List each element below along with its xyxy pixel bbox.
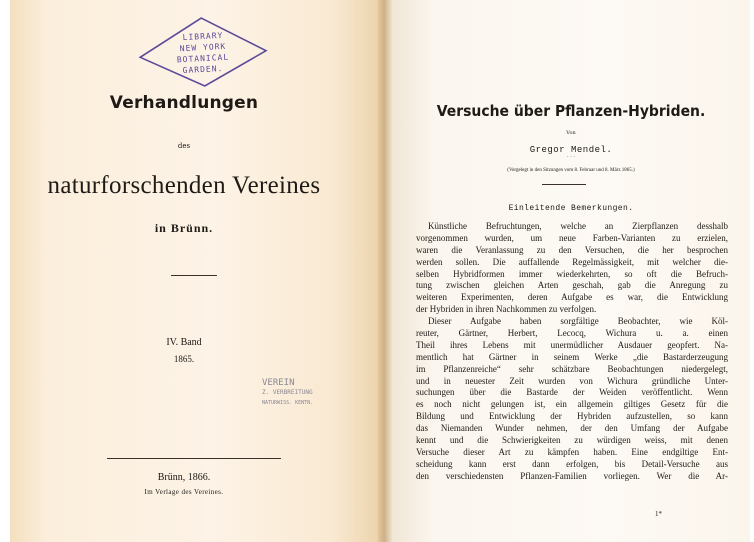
- library-stamp: [138, 16, 268, 88]
- verein-stamp: [262, 378, 313, 408]
- body-line: weiteren Experimenten, deren Aufgabe es war, die Entwicklung: [416, 292, 728, 303]
- body-line: im Pflanzenreiche“ sehr schätzbare Beobachtungen niedergelegt,: [416, 363, 728, 374]
- verein-stamp-line-3: NATURWISS. KENTN.: [262, 400, 314, 406]
- body-line: der Hybriden in ihren Nachkommen zu verfolgen.: [416, 304, 597, 315]
- body-line: Künstliche Befruchtungen, welche an Zierpflanzen desshalb: [428, 221, 728, 231]
- title-divider: [171, 275, 217, 276]
- page-signature: 1*: [655, 510, 662, 518]
- body-line: Versuche dieser Art zu kämpfen haben. Eine endgiltige Ent-: [416, 446, 728, 457]
- body-line: tung zwischen gleichen Arten geschah, gab die Anregung zu: [416, 280, 728, 291]
- body-line: werden sollen. Die auffallende Regelmässigkeit, mit welcher die-: [416, 256, 728, 267]
- body-line: den verschiedensten Pflanzen-Familien vorliegen. Wer die Ar-: [416, 470, 728, 481]
- body-line: vorgenommen wurden, um neue Farben-Varianten zu erzielen,: [416, 232, 728, 243]
- body-line: scheidung kann erst dann erfolgen, bis Detail-Versuche aus: [416, 458, 728, 469]
- body-line: kennt und die Schwierigkeiten zu würdigen weiss, mit denen: [416, 435, 728, 446]
- body-line: suchungen über die Bastarde der Weiden veröffentlicht. Wenn: [416, 387, 728, 398]
- volume-label: IV. Band: [166, 337, 202, 348]
- stamp-line-3: BOTANICAL: [176, 52, 230, 65]
- verein-stamp-line-2: Z. VERBREITUNG: [262, 389, 313, 396]
- article-divider: [542, 184, 586, 185]
- verein-stamp-line-1: VEREIN: [262, 378, 295, 388]
- publisher-line: Im Verlage des Vereines.: [144, 488, 224, 496]
- article-author: Gregor Mendel.: [529, 145, 613, 155]
- body-line: reuter, Gärtner, Herbert, Lecocq, Wichura u. a. einen: [416, 328, 728, 339]
- book-gutter: [378, 0, 392, 542]
- journal-place: in Brünn.: [154, 221, 214, 235]
- article-body: [416, 221, 728, 483]
- body-line: mentlich hat Gärtner in seinem Werke „die Bastarderzeugung: [416, 351, 728, 362]
- body-line: und in neuester Zeit wurden von Wichura gründliche Unter-: [416, 375, 728, 386]
- body-line: das Niemanden Wunder nehmen, der den Umfang der Aufgabe: [416, 423, 728, 434]
- presentation-note: (Vorgelegt in den Sitzungen vom 8. Februar und 8. März 1865.): [507, 168, 635, 173]
- section-heading: Einleitende Bemerkungen.: [508, 204, 634, 213]
- body-line: Bildung und Entwicklung der Hybriden aufzustellen, so kann: [416, 411, 728, 422]
- article-von: Von: [566, 130, 576, 136]
- body-line: selben Hybridformen immer wiederkehrten, so oft die Befruch-: [416, 268, 728, 279]
- body-line: es noch nicht gelungen ist, ein allgemein giltiges Gesetz für die: [416, 399, 728, 410]
- body-line: Dieser Aufgabe haben sorgfältige Beobachter, wie Köl-: [428, 316, 728, 327]
- imprint-place: Brünn, 1866.: [157, 472, 211, 483]
- volume-year: 1865.: [173, 354, 195, 364]
- journal-subtitle: naturforschenden Vereines: [47, 172, 321, 199]
- body-line: Theil ihres Lebens mit unermüdlicher Ausdauer geopfert. Na-: [416, 339, 728, 350]
- article-title: Versuche über Pflanzen-Hybriden.: [436, 102, 706, 120]
- author-mark: · · ·: [567, 154, 575, 160]
- body-line: waren die Veranlassung zu den Versuchen, die her besprochen: [416, 244, 728, 255]
- stamp-line-1: LIBRARY: [182, 30, 224, 43]
- journal-title: Verhandlungen: [109, 93, 259, 113]
- stamp-line-2: NEW YORK: [179, 41, 227, 54]
- journal-des: des: [177, 142, 191, 150]
- stamp-line-4: GARDEN.: [182, 63, 224, 76]
- imprint-divider: [107, 458, 281, 459]
